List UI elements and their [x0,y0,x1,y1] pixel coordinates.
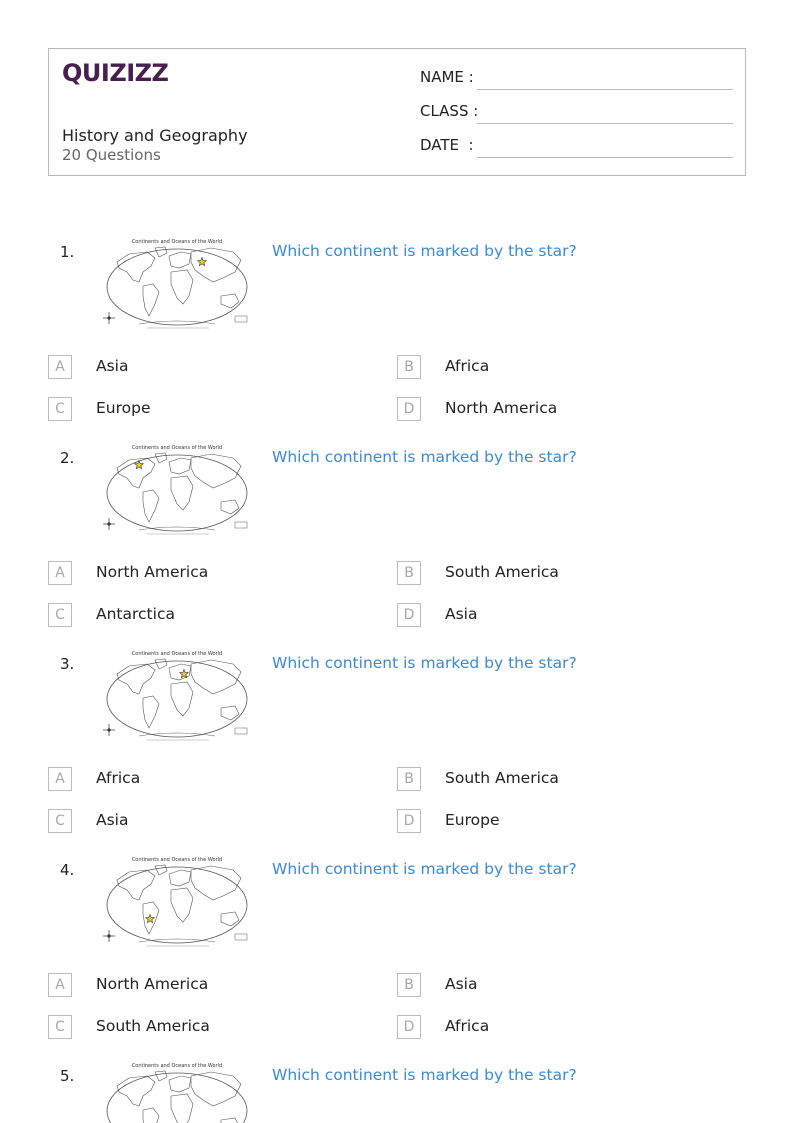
world-map-image [99,650,257,743]
question-number: 2. [60,449,75,467]
option-text[interactable]: Asia [96,357,129,375]
quizizz-logo: QUIZIZZ [62,59,169,87]
question-number: 1. [60,243,75,261]
date-line [477,157,733,158]
option-letter-box[interactable]: B [397,561,421,585]
option-text[interactable]: South America [96,1017,210,1035]
worksheet-title: History and Geography [62,126,248,145]
class-label: CLASS : [420,102,479,120]
option-letter-box[interactable]: D [397,809,421,833]
world-map-image [99,238,257,331]
option-text[interactable]: Asia [96,811,129,829]
question-text: Which continent is marked by the star? [272,860,577,878]
option-text[interactable]: Africa [445,1017,490,1035]
name-label: NAME : [420,68,474,86]
option-text[interactable]: South America [445,563,559,581]
question-number: 3. [60,655,75,673]
option-letter-box[interactable]: D [397,603,421,627]
option-letter-box[interactable]: C [48,809,72,833]
option-letter-box[interactable]: A [48,355,72,379]
option-text[interactable]: North America [445,399,558,417]
option-letter-box[interactable]: A [48,561,72,585]
option-letter-box[interactable]: C [48,397,72,421]
world-map-image [99,856,257,949]
option-letter-box[interactable]: D [397,397,421,421]
option-letter-box[interactable]: B [397,973,421,997]
date-field[interactable] [420,136,733,158]
class-line [477,123,733,124]
question-text: Which continent is marked by the star? [272,448,577,466]
option-text[interactable]: Asia [445,975,478,993]
option-letter-box[interactable]: A [48,767,72,791]
name-line [477,89,733,90]
option-letter-box[interactable]: D [397,1015,421,1039]
option-text[interactable]: South America [445,769,559,787]
map-caption: Continents and Oceans of the World [131,445,223,451]
date-label: DATE : [420,136,474,154]
question-number: 4. [60,861,75,879]
question-count: 20 Questions [62,146,161,164]
option-letter-box[interactable]: B [397,767,421,791]
option-letter-box[interactable]: C [48,1015,72,1039]
map-caption: Continents and Oceans of the World [131,651,223,657]
option-letter-box[interactable]: B [397,355,421,379]
option-text[interactable]: North America [96,563,209,581]
star-marker [146,915,155,923]
map-caption: Continents and Oceans of the World [131,239,223,245]
option-text[interactable]: Africa [445,357,490,375]
option-text[interactable]: North America [96,975,209,993]
option-text[interactable]: Antarctica [96,605,175,623]
world-map-image [99,444,257,537]
map-caption: Continents and Oceans of the World [131,857,223,863]
worksheet-header [48,48,746,176]
option-text[interactable]: Africa [96,769,141,787]
option-text[interactable]: Europe [96,399,151,417]
question-number: 5. [60,1067,75,1085]
name-field[interactable] [420,68,733,90]
option-text[interactable]: Asia [445,605,478,623]
class-field[interactable] [420,102,733,124]
star-marker [180,670,189,678]
star-marker [198,258,207,266]
option-letter-box[interactable]: C [48,603,72,627]
option-letter-box[interactable]: A [48,973,72,997]
map-caption: Continents and Oceans of the World [131,1063,223,1069]
world-map-image [99,1062,257,1123]
question-text: Which continent is marked by the star? [272,1066,577,1084]
question-text: Which continent is marked by the star? [272,242,577,260]
option-text[interactable]: Europe [445,811,500,829]
question-text: Which continent is marked by the star? [272,654,577,672]
